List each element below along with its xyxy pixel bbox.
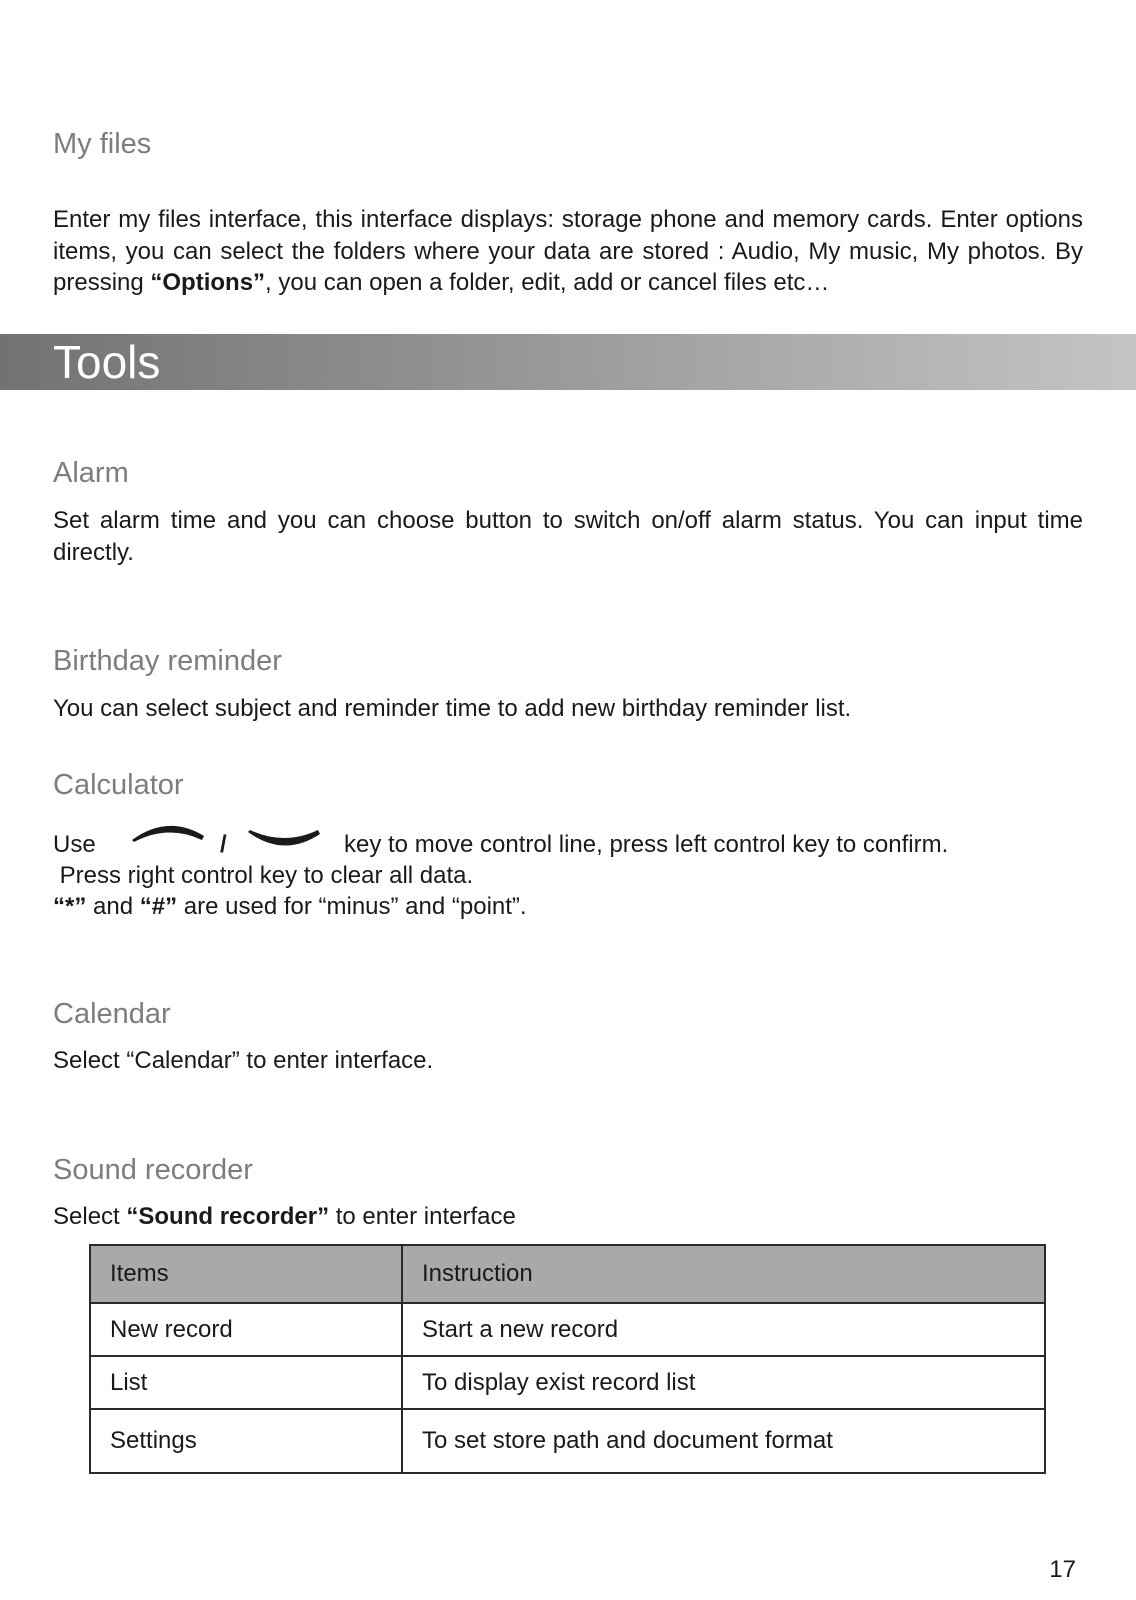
calculator-slash: / xyxy=(220,831,227,858)
table-header-items: Items xyxy=(90,1245,402,1303)
down-key-icon xyxy=(246,830,322,854)
my-files-paragraph xyxy=(53,204,1083,299)
options-label: “Options” xyxy=(150,269,266,296)
calculator-heading: Calculator xyxy=(53,769,184,801)
sound-recorder-post: to enter interface xyxy=(329,1203,516,1230)
and-text: and xyxy=(86,893,140,920)
calculator-line1: key to move control line, press left control key to confirm. xyxy=(344,831,949,858)
calculator-line3-rest: are used for “minus” and “point”. xyxy=(177,893,527,920)
sound-recorder-text xyxy=(53,1201,516,1233)
my-files-text-2: , you can open a folder, edit, add or cancel files etc… xyxy=(265,269,830,296)
sound-recorder-pre: Select xyxy=(53,1203,127,1230)
birthday-text: You can select subject and reminder time to add new birthday reminder list. xyxy=(53,695,852,722)
my-files-text-1: Enter my files interface, this interface displays: storage phone and memory cards. Enter options items, you can select the folders where your data are stored : Audio, My music, My photos. By pressing xyxy=(53,206,1083,296)
birthday-heading: Birthday reminder xyxy=(53,645,282,677)
tools-banner xyxy=(0,334,1136,390)
star-key: “*” xyxy=(53,893,87,920)
alarm-text: Set alarm time and you can choose button to switch on/off alarm status. You can input time directly. xyxy=(53,507,1083,566)
calculator-line2: Press right control key to clear all data. xyxy=(53,862,474,889)
table-cell-instruction: To display exist record list xyxy=(402,1356,1045,1409)
sound-recorder-heading: Sound recorder xyxy=(53,1154,253,1186)
calendar-text: Select “Calendar” to enter interface. xyxy=(53,1047,434,1074)
hash-key: “#” xyxy=(139,893,178,920)
table-header-instruction: Instruction xyxy=(402,1245,1045,1303)
sound-recorder-bold: “Sound recorder” xyxy=(126,1203,330,1230)
table-cell-instruction: To set store path and document format xyxy=(402,1409,1045,1473)
table-cell-item: Settings xyxy=(90,1409,402,1473)
table-row xyxy=(90,1303,1045,1356)
calendar-heading: Calendar xyxy=(53,998,171,1030)
calculator-line3 xyxy=(53,891,527,923)
calculator-use-label: Use xyxy=(53,831,96,858)
table-header-row xyxy=(90,1245,1045,1303)
table-cell-instruction: Start a new record xyxy=(402,1303,1045,1356)
alarm-heading: Alarm xyxy=(53,457,129,489)
sound-recorder-table xyxy=(89,1244,1046,1474)
tools-title: Tools xyxy=(53,336,161,388)
up-key-icon xyxy=(130,818,206,842)
table-cell-item: New record xyxy=(90,1303,402,1356)
table-cell-item: List xyxy=(90,1356,402,1409)
table-row xyxy=(90,1409,1045,1473)
table-row xyxy=(90,1356,1045,1409)
page-number: 17 xyxy=(1049,1556,1076,1583)
my-files-heading: My files xyxy=(53,128,152,160)
